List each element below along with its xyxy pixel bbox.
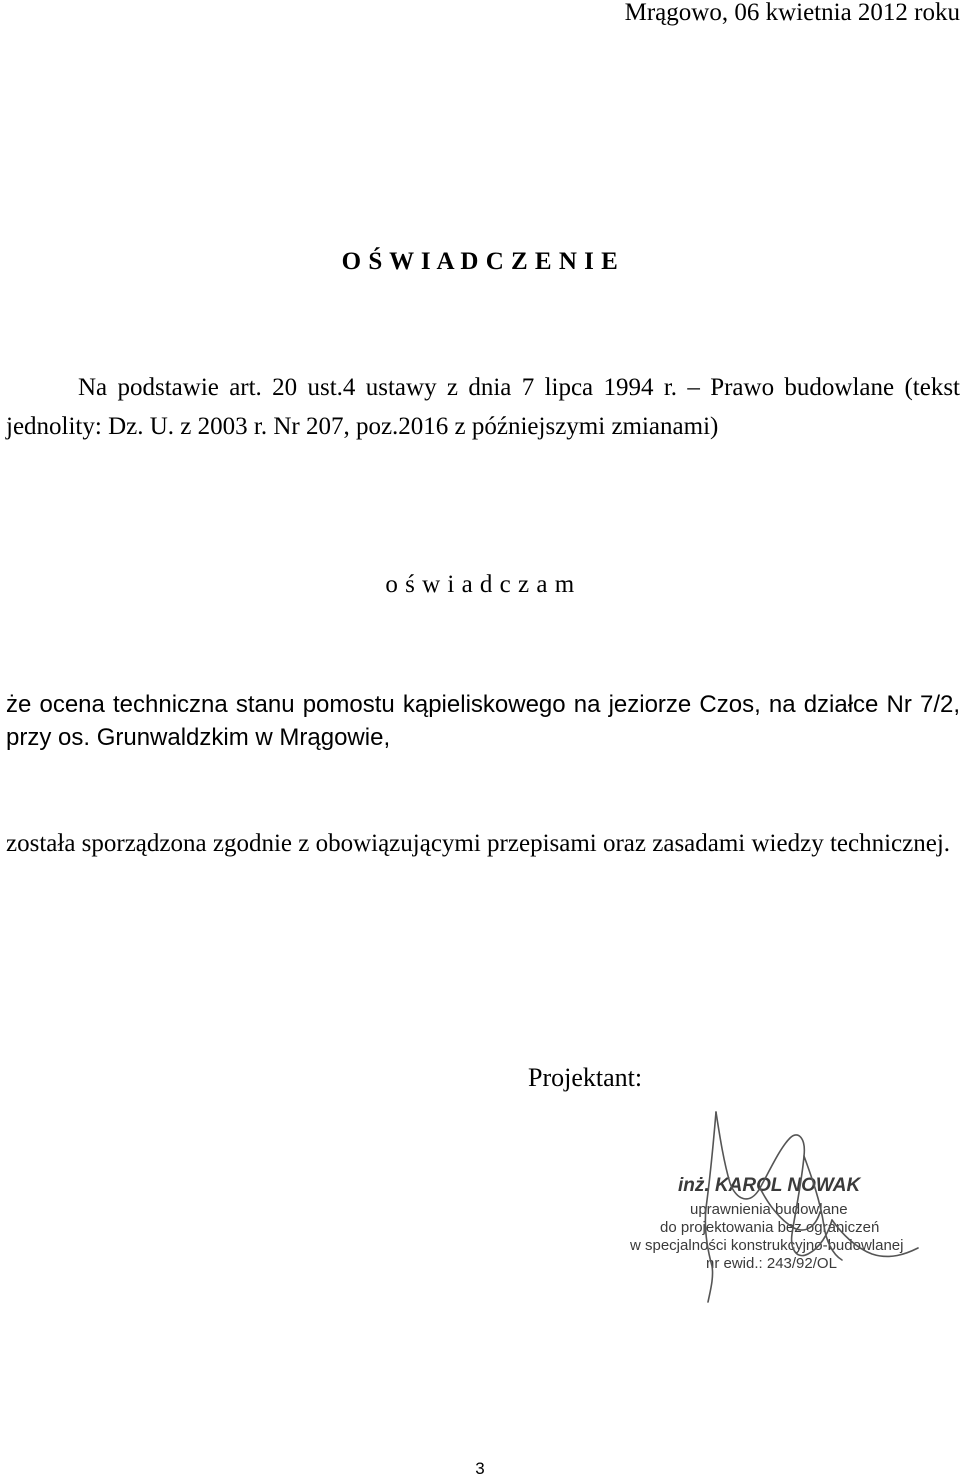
page-number: 3 (475, 1459, 485, 1478)
stamp-line-registry: nr ewid.: 243/92/OL (706, 1255, 837, 1272)
stamp-line-scope: do projektowania bez ograniczeń (660, 1219, 880, 1236)
stamp-graphic (610, 1108, 930, 1308)
document-title: O Ś W I A D C Z E N I E (341, 248, 619, 275)
designer-label: Projektant: (528, 1063, 643, 1092)
place-and-date: Mrągowo, 06 kwietnia 2012 roku (624, 0, 960, 26)
stamp-line-name: inż. KAROL NOWAK (678, 1175, 861, 1196)
legal-basis-paragraph: Na podstawie art. 20 ust.4 ustawy z dnia 7 lipca 1994 r. – Prawo budowlane (tekst jednolity: Dz. U. z 2003 r. Nr 207, poz.2016 z późniejszymi zmianami) (6, 374, 960, 440)
conclusion-paragraph: została sporządzona zgodnie z obowiązującymi przepisami oraz zasadami wiedzy technicznej. (6, 830, 951, 857)
statement-paragraph: że ocena techniczna stanu pomostu kąpieliskowego na jeziorze Czos, na działce Nr 7/2, przy os. Grunwaldzkim w Mrągowie, (6, 691, 960, 751)
declaration-word: o ś w i a d c z a m (385, 571, 575, 598)
designer-stamp-and-signature (610, 1108, 930, 1308)
stamp-line-specialty: w specjalności konstrukcyjno-budowlanej (630, 1237, 904, 1254)
stamp-line-permissions: uprawnienia budowlane (690, 1201, 848, 1218)
